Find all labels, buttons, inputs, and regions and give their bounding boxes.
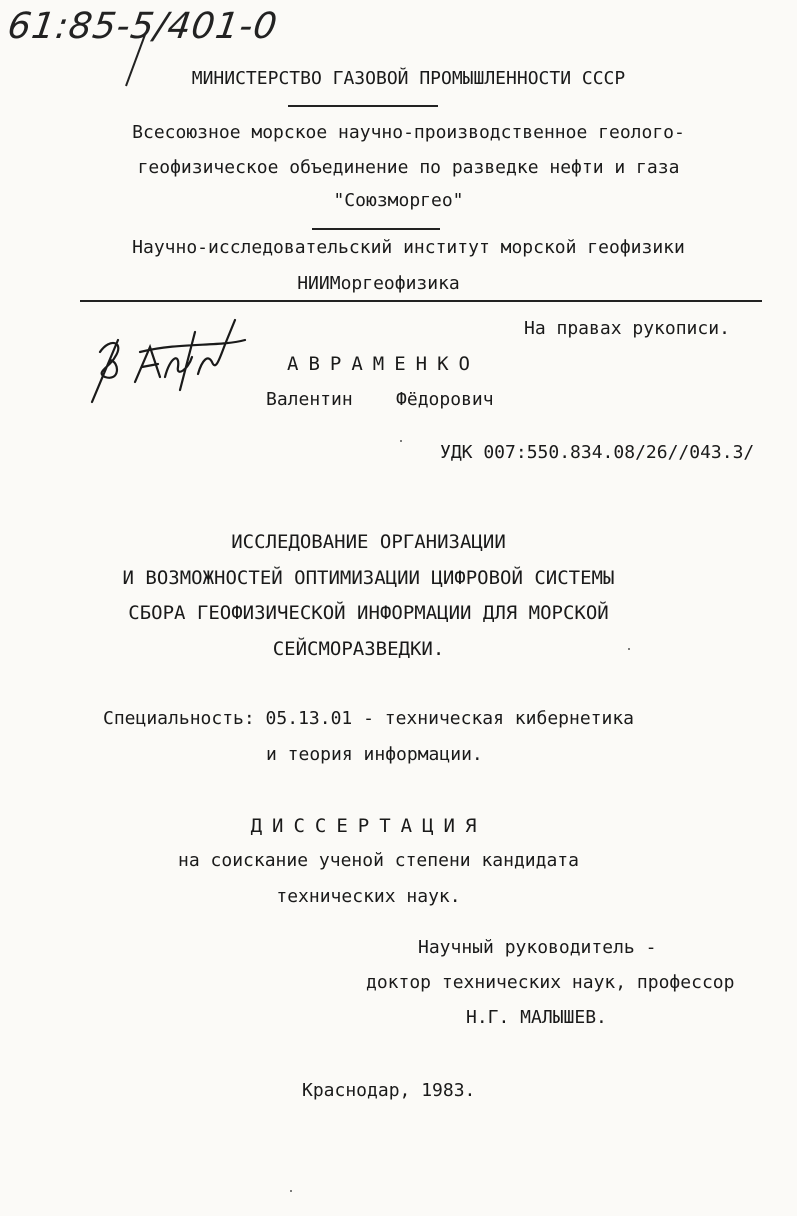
divider-2 [312,228,440,230]
speck [290,1190,292,1192]
association-line-2: геофизическое объединение по разведке нефти и газа [137,157,680,178]
association-line-1: Всесоюзное морское научно-производственное геолого- [132,122,685,143]
dissertation-line-1: на соискание ученой степени кандидата [178,850,579,871]
title-line-3: СБОРА ГЕОФИЗИЧЕСКОЙ ИНФОРМАЦИИ ДЛЯ МОРСКОЙ [128,602,609,624]
divider-1 [288,105,438,107]
supervisor-degree: доктор технических наук, профессор [366,972,735,993]
author-given-names: Валентин Фёдорович [266,389,494,410]
udc-code: УДК 007:550.834.08/26//043.3/ [440,442,755,463]
manuscript-rights: На правах рукописи. [524,318,730,339]
specialty-line-1: Специальность: 05.13.01 - техническая кибернетика [103,708,635,729]
association-name: "Союзморгео" [333,190,464,211]
author-signature [80,312,250,412]
author-surname: АВРАМЕНКО [287,353,480,375]
speck [400,440,402,442]
ministry-heading: МИНИСТЕРСТВО ГАЗОВОЙ ПРОМЫШЛЕННОСТИ СССР [191,68,626,89]
dissertation-heading: ДИССЕРТАЦИЯ [250,815,487,837]
place-and-year: Краснодар, 1983. [302,1080,476,1101]
title-line-1: ИССЛЕДОВАНИЕ ОРГАНИЗАЦИИ [231,531,506,553]
dissertation-line-2: технических наук. [276,886,461,907]
institute-name: Научно-исследовательский институт морской геофизики [132,237,685,258]
institute-abbr: НИИМоргеофизика [297,273,460,294]
supervisor-name: Н.Г. МАЛЫШЕВ. [466,1007,607,1028]
title-line-2: И ВОЗМОЖНОСТЕЙ ОПТИМИЗАЦИИ ЦИФРОВОЙ СИСТЕМЫ [122,567,615,589]
speck [628,648,630,650]
title-line-4: СЕЙСМОРАЗВЕДКИ. [272,638,445,660]
supervisor-role: Научный руководитель - [418,937,657,958]
divider-3 [80,300,762,302]
archive-number-handwritten: 61:85-5/401-0 [5,6,281,47]
specialty-line-2: и теория информации. [266,744,483,765]
